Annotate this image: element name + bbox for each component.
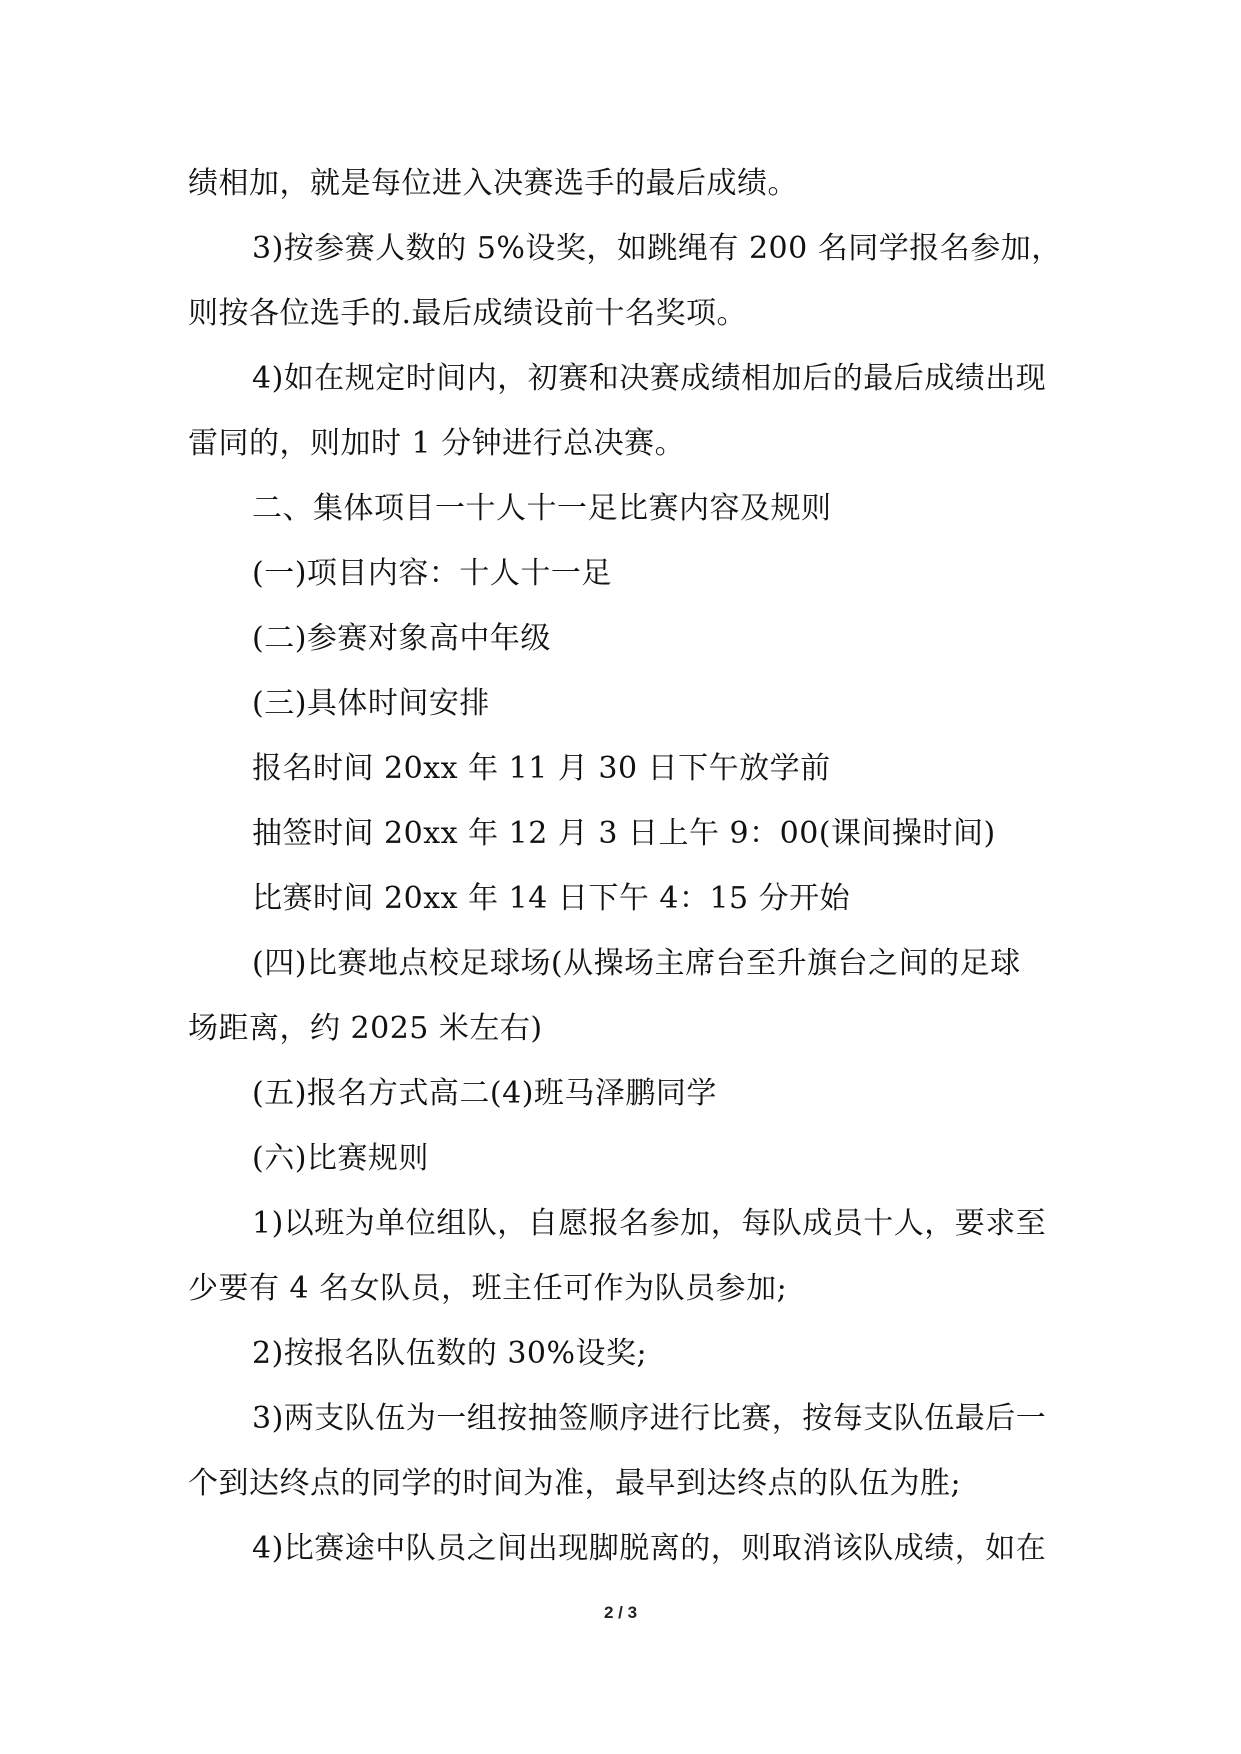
body-text-line: 3)按参赛人数的 5%设奖，如跳绳有 200 名同学报名参加， [252,231,1062,266]
page-number: 2 / 3 [603,1603,638,1622]
body-text-line: 3)两支队伍为一组按抽签顺序进行比赛，按每支队伍最后一 [252,1401,1047,1436]
body-text-line: (六)比赛规则 [252,1141,429,1176]
body-text-line: 则按各位选手的.最后成绩设前十名奖项。 [188,296,748,331]
body-text-line: 4)如在规定时间内，初赛和决赛成绩相加后的最后成绩出现 [252,361,1047,396]
body-text-line: (三)具体时间安排 [252,686,490,721]
body-text-line: (五)报名方式高二(4)班马泽鹏同学 [252,1076,717,1111]
body-text-line: 抽签时间 20xx 年 12 月 3 日上午 9：00(课间操时间) [252,816,996,851]
body-text-line: (二)参赛对象高中年级 [252,621,551,656]
body-text-line: 场距离，约 2025 米左右) [188,1011,543,1046]
body-text-line: 2)按报名队伍数的 30%设奖; [252,1336,648,1371]
body-text-line: 少要有 4 名女队员，班主任可作为队员参加; [188,1271,788,1306]
body-text-line: (四)比赛地点校足球场(从操场主席台至升旗台之间的足球 [252,946,1021,981]
body-text-line: 雷同的，则加时 1 分钟进行总决赛。 [188,426,686,461]
body-text-line: 绩相加，就是每位进入决赛选手的最后成绩。 [188,166,798,201]
body-text-line: (一)项目内容：十人十一足 [252,556,612,591]
body-text-line: 个到达终点的同学的时间为准，最早到达终点的队伍为胜; [188,1466,962,1501]
body-text-line: 1)以班为单位组队，自愿报名参加，每队成员十人，要求至 [252,1206,1047,1241]
body-text-line: 报名时间 20xx 年 11 月 30 日下午放学前 [252,751,831,786]
body-text-line: 比赛时间 20xx 年 14 日下午 4：15 分开始 [252,881,851,916]
body-text-line: 4)比赛途中队员之间出现脚脱离的，则取消该队成绩，如在 [252,1531,1047,1566]
section-heading: 二、集体项目一十人十一足比赛内容及规则 [252,491,832,526]
